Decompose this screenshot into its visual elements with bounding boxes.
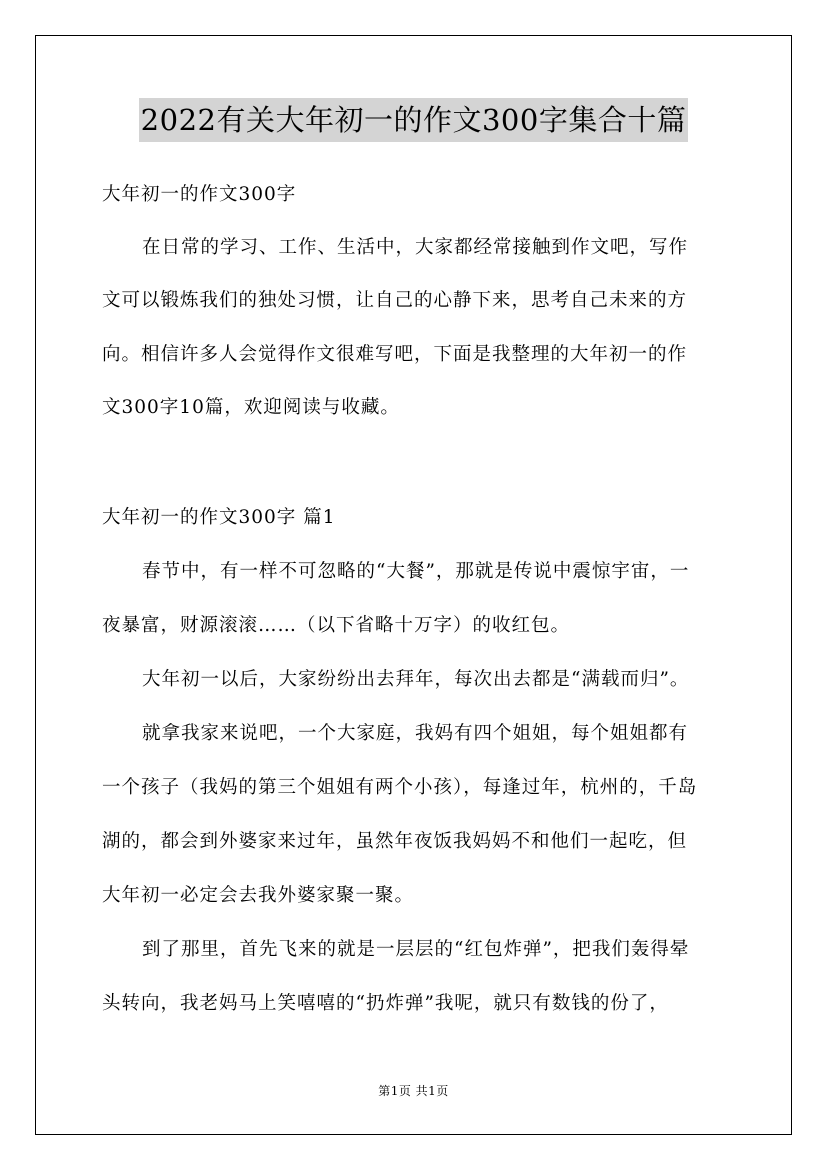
paragraph-line: 文可以锻炼我们的独处习惯，让自己的心静下来，思考自己未来的方 <box>102 290 688 311</box>
subheading-intro: 大年初一的作文300字 <box>102 184 297 205</box>
paragraph-line: 夜暴富，财源滚滚……（以下省略十万字）的收红包。 <box>102 615 571 636</box>
paragraph-line: 大年初一以后，大家纷纷出去拜年，每次出去都是“满载而归”。 <box>142 669 690 690</box>
paragraph-line: 湖的，都会到外婆家来过年，虽然年夜饭我妈妈不和他们一起吃，但 <box>102 831 688 852</box>
paragraph-line: 在日常的学习、工作、生活中，大家都经常接触到作文吧，写作 <box>142 237 689 258</box>
title-container <box>0 98 827 142</box>
paragraph-line: 大年初一必定会去我外婆家聚一聚。 <box>102 885 415 906</box>
document-title: 2022有关大年初一的作文300字集合十篇 <box>139 98 689 142</box>
paragraph-line: 就拿我家来说吧，一个大家庭，我妈有四个姐姐，每个姐姐都有 <box>142 723 689 744</box>
subheading-chapter-1: 大年初一的作文300字 篇1 <box>102 507 336 528</box>
page-footer: 第1页 共1页 <box>378 1084 449 1098</box>
paragraph-line: 文300字10篇，欢迎阅读与收藏。 <box>102 397 400 418</box>
paragraph-line: 一个孩子（我妈的第三个姐姐有两个小孩），每逢过年，杭州的，千岛 <box>102 777 698 798</box>
paragraph-line: 头转向，我老妈马上笑嘻嘻的“扔炸弹”我呢，就只有数钱的份了， <box>102 993 669 1014</box>
paragraph-line: 春节中，有一样不可忽略的“大餐”，那就是传说中震惊宇宙，一 <box>142 561 690 582</box>
paragraph-line: 到了那里，首先飞来的就是一层层的“红包炸弹”，把我们轰得晕 <box>142 939 690 960</box>
paragraph-line: 向。相信许多人会觉得作文很难写吧，下面是我整理的大年初一的作 <box>102 344 688 365</box>
